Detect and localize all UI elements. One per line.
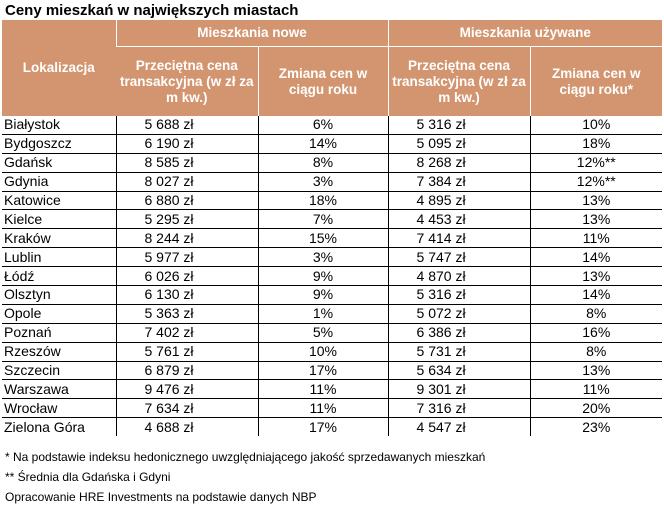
table-row [2,380,662,399]
cell-used-price: 7 384 zł [388,172,530,191]
table-row [2,191,662,210]
cell-new-change: 10% [258,342,388,361]
cell-used-change: 13% [530,191,662,210]
cell-new-price: 9 476 zł [116,380,258,399]
table-row [2,342,662,361]
cell-city: Łódź [2,267,116,286]
table-row [2,361,662,380]
table-row [2,286,662,305]
cell-new-change: 14% [258,134,388,153]
cell-new-price: 5 363 zł [116,304,258,323]
cell-city: Gdynia [2,172,116,191]
cell-new-price: 5 977 zł [116,248,258,267]
cell-new-price: 5 295 zł [116,210,258,229]
cell-city: Szczecin [2,361,116,380]
footnote-average: ** Średnia dla Gdańska i Gdyni [5,470,171,484]
table-row [2,172,662,191]
cell-used-price: 5 731 zł [388,342,530,361]
cell-used-price: 7 414 zł [388,229,530,248]
header-used-price: Przeciętna cena transakcyjna (w zł za m kw.) [388,47,530,117]
cell-new-price: 6 026 zł [116,267,258,286]
cell-new-price: 7 634 zł [116,399,258,418]
cell-city: Rzeszów [2,342,116,361]
header-used-change: Zmiana cen w ciągu roku* [530,47,662,117]
cell-used-price: 5 634 zł [388,361,530,380]
cell-used-price: 5 095 zł [388,134,530,153]
cell-new-price: 8 244 zł [116,229,258,248]
table-header [2,20,662,116]
cell-city: Lublin [2,248,116,267]
cell-new-price: 8 585 zł [116,153,258,172]
footnotes [5,447,485,507]
table-row [2,116,662,134]
cell-new-change: 15% [258,229,388,248]
cell-city: Wrocław [2,399,116,418]
cell-used-price: 5 747 zł [388,248,530,267]
cell-used-change: 14% [530,248,662,267]
cell-used-price: 5 316 zł [388,116,530,134]
cell-new-price: 6 879 zł [116,361,258,380]
source-note: Opracowanie HRE Investments na podstawie danych NBP [5,490,317,504]
cell-used-price: 4 547 zł [388,418,530,436]
cell-new-price: 8 027 zł [116,172,258,191]
cell-new-change: 6% [258,116,388,134]
cell-used-price: 7 316 zł [388,399,530,418]
cell-new-price: 5 761 zł [116,342,258,361]
table-row [2,304,662,323]
cell-used-change: 23% [530,418,662,436]
cell-used-price: 4 895 zł [388,191,530,210]
cell-new-change: 11% [258,380,388,399]
table-row [2,418,662,436]
cell-new-change: 8% [258,153,388,172]
footnote-hedonic: * Na podstawie indeksu hedonicznego uwzględniającego jakość sprzedawanych mieszkań [5,450,486,464]
cell-new-price: 7 402 zł [116,323,258,342]
cell-used-price: 4 453 zł [388,210,530,229]
table-row [2,267,662,286]
cell-used-price: 6 386 zł [388,323,530,342]
cell-used-price: 5 316 zł [388,286,530,305]
cell-city: Białystok [2,116,116,134]
cell-new-price: 5 688 zł [116,116,258,134]
header-used-group: Mieszkania używane [388,20,662,47]
table-row [2,229,662,248]
header-new-change: Zmiana cen w ciągu roku [258,47,388,117]
cell-new-change: 3% [258,248,388,267]
table-row [2,210,662,229]
cell-new-price: 6 190 zł [116,134,258,153]
table-body [2,116,662,436]
cell-used-change: 14% [530,286,662,305]
cell-new-price: 6 880 zł [116,191,258,210]
cell-city: Katowice [2,191,116,210]
cell-new-change: 18% [258,191,388,210]
cell-city: Olsztyn [2,286,116,305]
cell-city: Warszawa [2,380,116,399]
cell-new-change: 1% [258,304,388,323]
cell-city: Opole [2,304,116,323]
cell-city: Zielona Góra [4,418,85,435]
cell-new-change: 11% [258,399,388,418]
cell-used-change: 8% [530,304,662,323]
cell-used-change: 10% [530,116,662,134]
table-title: Ceny mieszkań w największych miastach [5,2,299,19]
cell-used-price: 9 301 zł [388,380,530,399]
header-location: Lokalizacja [2,20,116,116]
cell-city: Kielce [2,210,116,229]
cell-used-change: 12%** [530,153,662,172]
cell-new-price: 4 688 zł [116,418,258,436]
cell-city: Bydgoszcz [2,134,116,153]
cell-used-change: 13% [530,361,662,380]
header-new-price: Przeciętna cena transakcyjna (w zł za m kw.) [116,47,258,117]
cell-used-change: 8% [530,342,662,361]
cell-used-price: 4 870 zł [388,267,530,286]
table-row [2,323,662,342]
cell-used-change: 12%** [530,172,662,191]
cell-new-price: 6 130 zł [116,286,258,305]
cell-used-change: 13% [530,267,662,286]
price-table [2,20,662,436]
cell-new-change: 17% [258,418,388,436]
cell-used-change: 16% [530,323,662,342]
table-row [2,399,662,418]
table-row [2,134,662,153]
cell-used-price: 5 072 zł [388,304,530,323]
cell-used-change: 20% [530,399,662,418]
table-row [2,248,662,267]
cell-new-change: 9% [258,267,388,286]
cell-used-change: 13% [530,210,662,229]
cell-new-change: 3% [258,172,388,191]
cell-city: Kraków [2,229,116,248]
cell-city: Gdańsk [2,153,116,172]
cell-used-price: 8 268 zł [388,153,530,172]
cell-city: Poznań [2,323,116,342]
cell-used-change: 11% [530,229,662,248]
cell-new-change: 9% [258,286,388,305]
cell-used-change: 18% [530,134,662,153]
cell-new-change: 7% [258,210,388,229]
table-row [2,153,662,172]
cell-used-change: 11% [530,380,662,399]
header-new-group: Mieszkania nowe [116,20,388,47]
cell-new-change: 5% [258,323,388,342]
cell-new-change: 17% [258,361,388,380]
